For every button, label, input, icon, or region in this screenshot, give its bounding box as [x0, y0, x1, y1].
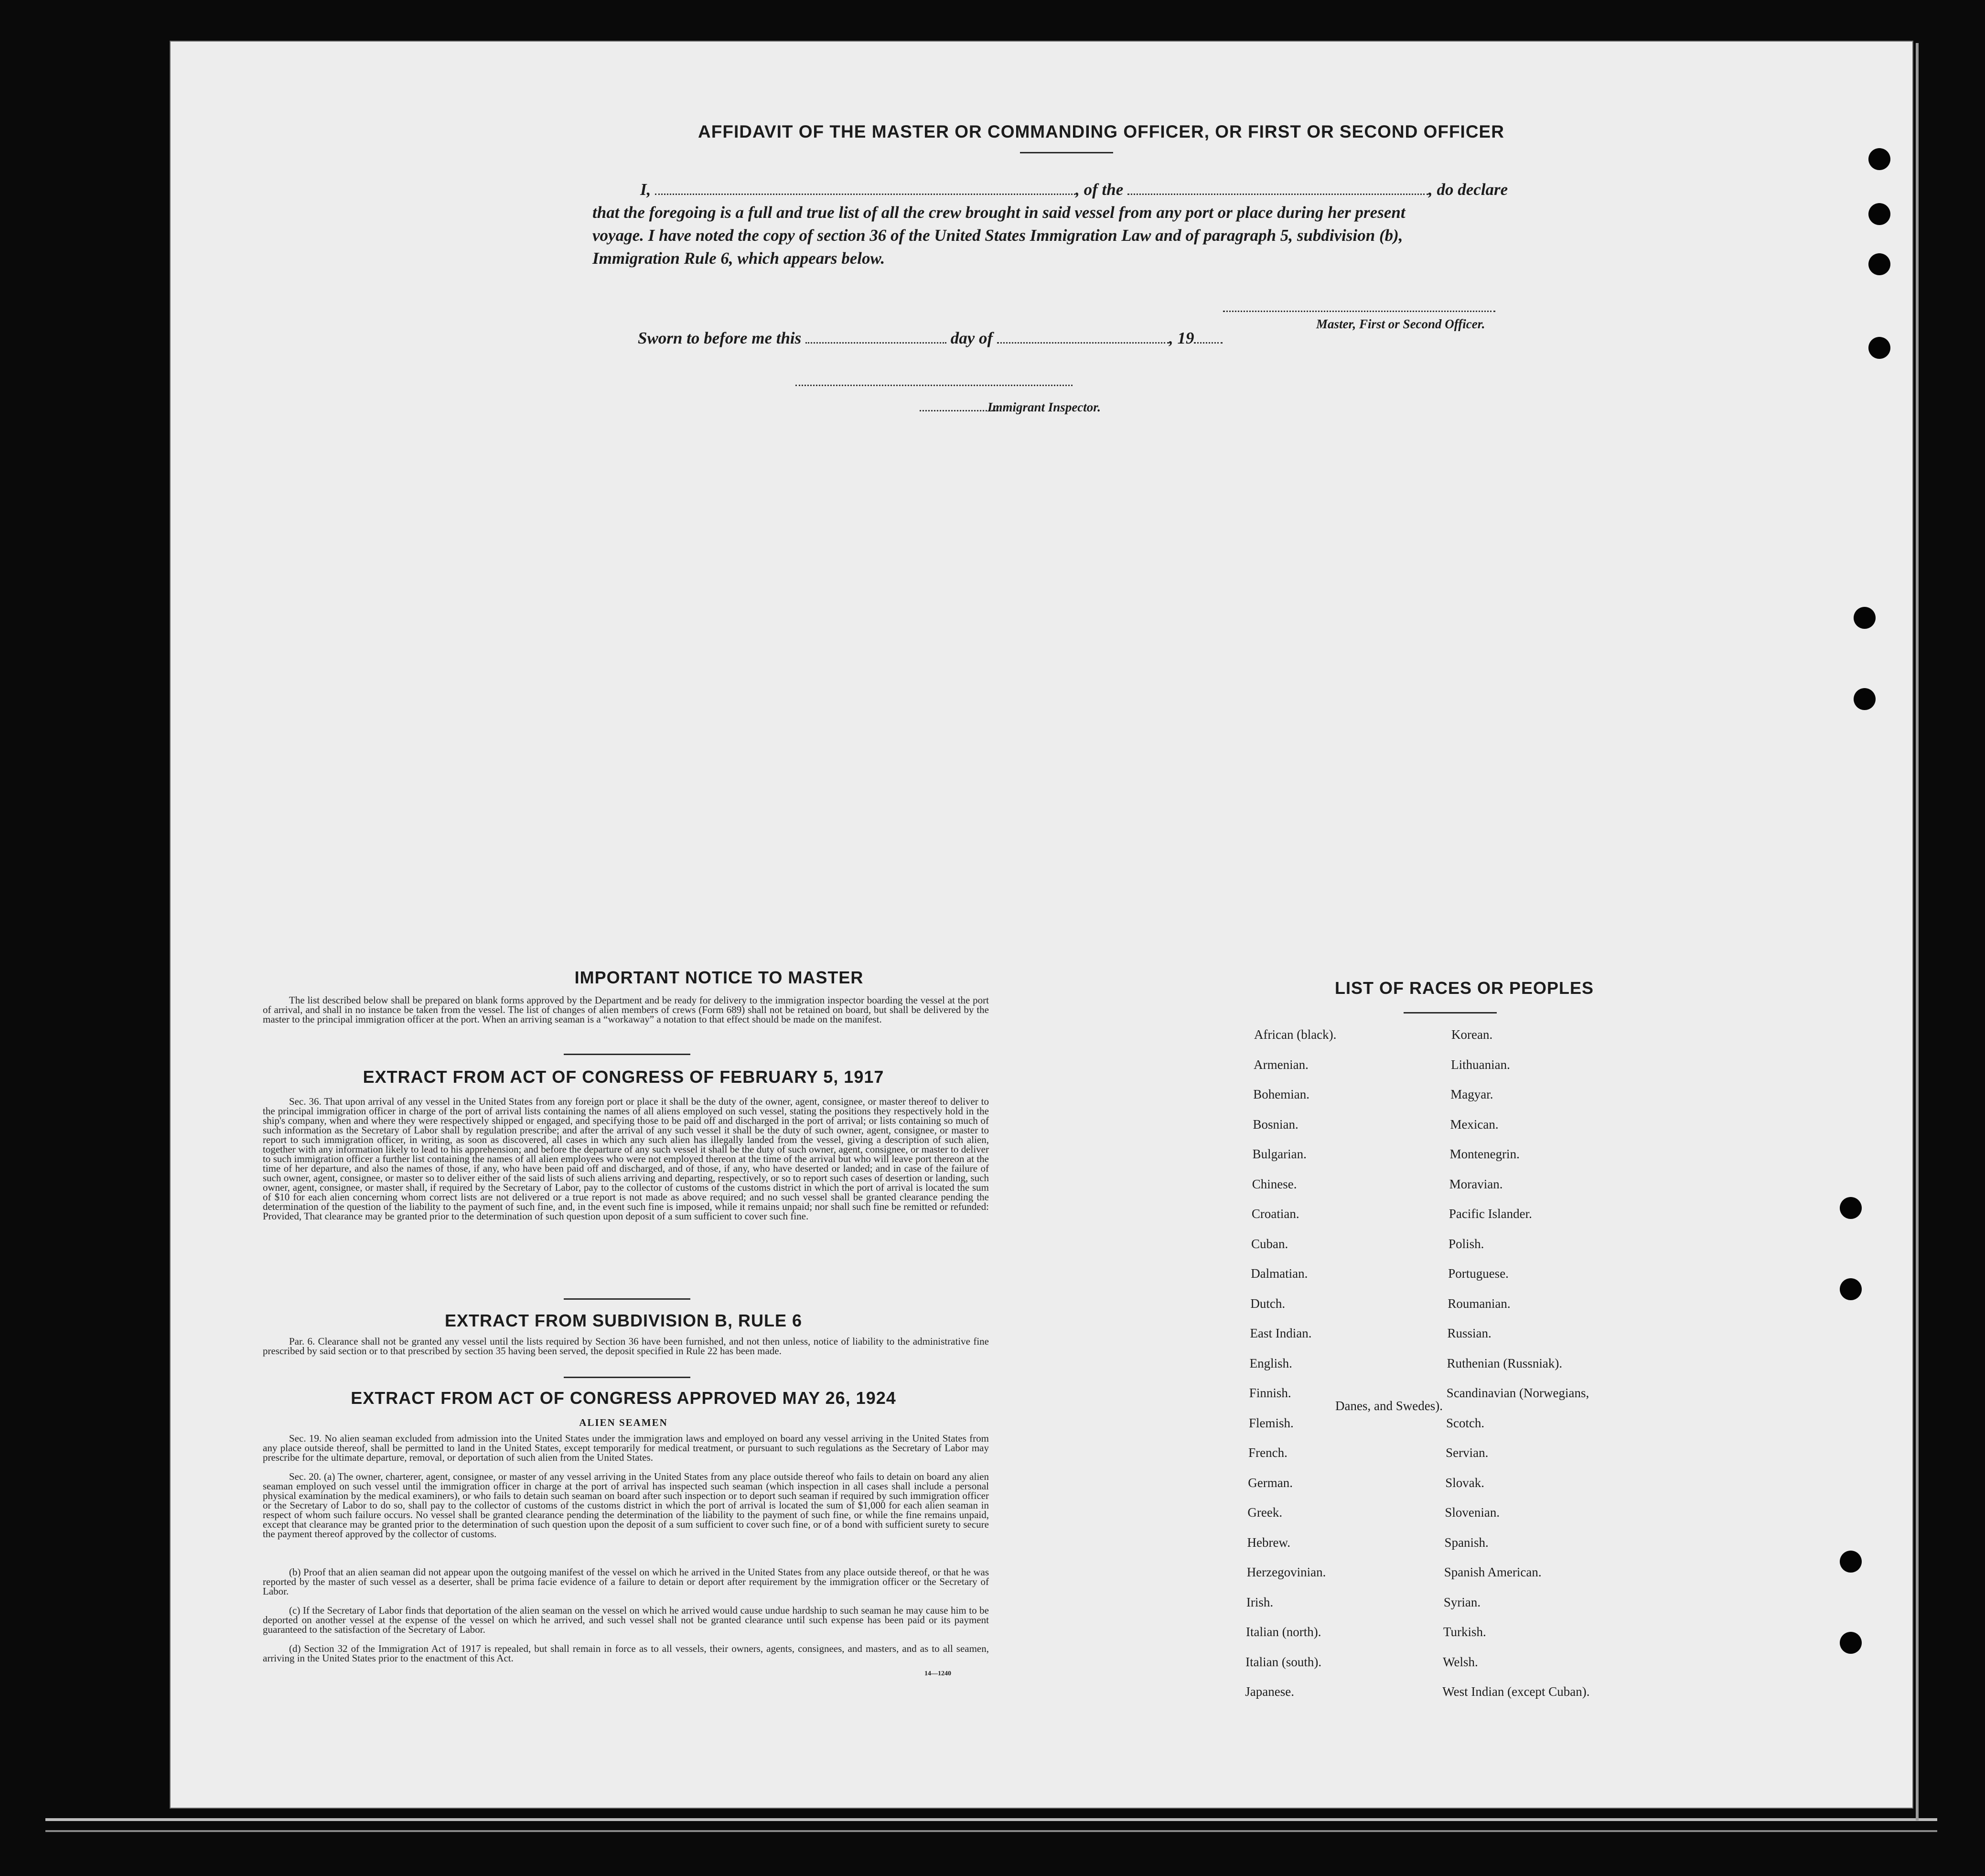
race-item-right: Spanish American.: [1444, 1565, 1542, 1579]
race-item-right: Ruthenian (Russniak).: [1447, 1356, 1563, 1370]
punch-hole: [1868, 337, 1890, 359]
race-item-right: Scandinavian (Norwegians,: [1446, 1386, 1589, 1400]
race-item-right: Syrian.: [1443, 1595, 1481, 1609]
races-title: LIST OF RACES OR PEOPLES: [1334, 978, 1594, 998]
sworn-year-field[interactable]: [1194, 342, 1223, 344]
extract-1924-sec20b: (b) Proof that an alien seaman did not appear upon the outgoing manifest of the vessel on which he arrived in the United States from any place outside thereof, or that he was reported by the master of such vessel as a deserter, shall be prima facie evidence of a failure to detain or deport after requirement by the immigration officer or the Secretary of Labor.: [263, 1566, 989, 1597]
master-caption: Master, First or Second Officer.: [1316, 317, 1485, 331]
race-item-right: Slovenian.: [1445, 1505, 1500, 1520]
vessel-name-field[interactable]: [1127, 194, 1428, 195]
punch-hole: [1854, 688, 1876, 710]
sworn-date-field[interactable]: [805, 342, 946, 344]
race-item-right: Lithuanian.: [1451, 1057, 1510, 1072]
race-item-left: Finnish.: [1249, 1386, 1291, 1400]
page-edge-line: [45, 1830, 1937, 1832]
section-rule: [564, 1377, 690, 1378]
race-item-left: Herzegovinian.: [1246, 1565, 1326, 1579]
inspector-caption: Immigrant Inspector.: [987, 400, 1101, 414]
punch-hole: [1868, 203, 1890, 225]
affidavit-line-4: Immigration Rule 6, which appears below.: [592, 249, 885, 268]
rule6-text: Par. 6. Clearance shall not be granted any vessel until the lists required by Section 36 have been furnished, and not then unless, notice of liability to the administrative fine prescribed by said section or to that prescribed by section 35 having been served, the deposit specified in Rule 22 has been made.: [263, 1336, 989, 1357]
punch-hole: [1868, 253, 1890, 275]
affidavit-i: I,: [640, 180, 651, 199]
race-item-right: Moravian.: [1449, 1176, 1503, 1191]
extract-1924-subtitle: ALIEN SEAMEN: [579, 1417, 668, 1428]
master-signature-line[interactable]: [1223, 311, 1495, 312]
race-item-left: German.: [1248, 1475, 1293, 1490]
race-item-left: English.: [1249, 1356, 1292, 1370]
extract-1924-sec20a: Sec. 20. (a) The owner, charterer, agent, consignee, or master of any vessel arriving in the United States from any place outside thereof who fails to detain on board any alien seaman employed on such vessel until the immigration officer in charge at the port of arrival has inspected such seaman (which inspection in all cases shall include a personal physical examination by the medical examiners), or who fails to detain such seaman on board after such inspection or to deport such seaman if required by such immigration officer or the Secretary of Labor to do so, shall pay to the collector of customs of the customs district in which the port of arrival is located the sum of $1,000 for each alien seaman in respect of whom such failure occurs. No vessel shall be granted clearance pending the determination of the liability to the payment of such fine, or while the fine remains unpaid, except that clearance may be granted prior to the determination of such question upon the deposit of a sum sufficient to cover such fine, or of a bond with sufficient surety to secure the payment thereof approved by the collector of customs.: [263, 1471, 989, 1540]
race-item-continuation: Danes, and Swedes).: [1335, 1399, 1443, 1413]
extract-1924-sec20d: (d) Section 32 of the Immigration Act of 1917 is repealed, but shall remain in force as to all vessels, their owners, agents, consignees, and masters, and as to all seamen, arriving in the United States prior to the enactment of this Act.: [263, 1643, 989, 1664]
affidavit-declare: , do declare: [1428, 180, 1508, 199]
race-item-left: Chinese.: [1252, 1176, 1297, 1191]
punch-hole: [1840, 1278, 1862, 1300]
affidavit-line-1: [640, 180, 1710, 199]
punch-hole: [1840, 1632, 1862, 1654]
sworn-year-prefix: , 19: [1169, 329, 1194, 347]
race-item-left: African (black).: [1254, 1027, 1337, 1042]
affidavit-line-3: voyage. I have noted the copy of section 36 of the United States Immigration Law and of paragraph 5, subdivision (b),: [592, 226, 1403, 245]
master-name-field[interactable]: [655, 194, 1075, 195]
affidavit-of-the: , of the: [1075, 180, 1124, 199]
race-item-right: Slovak.: [1445, 1475, 1485, 1490]
race-item-right: Polish.: [1449, 1236, 1484, 1251]
inspector-caption-leader: [920, 410, 998, 411]
sworn-prefix: Sworn to before me this: [638, 329, 802, 347]
race-item-right: Pacific Islander.: [1449, 1207, 1532, 1221]
race-item-left: Dalmatian.: [1251, 1266, 1308, 1281]
section-rule: [564, 1298, 690, 1300]
race-item-right: Turkish.: [1443, 1625, 1486, 1639]
extract-1917-text: Sec. 36. That upon arrival of any vessel in the United States from any foreign port or place it shall be the duty of the owner, agent, consignee, or master thereof to deliver to the principal immigration officer in charge of the port of arrival lists containing the names of all aliens employed on such vessel, stating the positions they respectively hold in the ship's company, when and where they were respectively shipped or engaged, and specifying those to be paid off and discharged in the port of arrival; or lists containing so much of such information as the Secretary of Labor shall by regulation prescribe; and after the arrival of any such vessel it shall be the duty of such owner, agent, consignee, or master to report to such immigration officer, in writing, as soon as discovered, all cases in which any such alien has illegally landed from the vessel, giving a description of such alien, together with any information likely to lead to his apprehension; and before the departure of any such vessel it shall be the duty of such owner, agent, consignee, or master to deliver to such immigration officer a further list containing the names of all alien employees who were not employed thereon at the time of the arrival but who will leave port thereon at the time of her departure, and also the names of those, if any, who have been paid off and discharged, and of those, if any, who have deserted or landed; and in case of the failure of such owner, agent, consignee, or master so to deliver either of the said lists of such aliens arriving and departing, respectively, or so to report such cases of desertion or landing, such owner, agent, consignee, or master shall, if required by the Secretary of Labor, pay to the collector of customs of the customs district in which the port of arrival is located the sum of $10 for each alien concerning whom correct lists are not delivered or a true report is not made as above required; and no such vessel shall be granted clearance pending the determination of the question of the liability to the payment of such fine, and, in the event such fine is imposed, while it remains unpaid; nor shall such fine be remitted or refunded: Provided, That clearance may be granted prior to the determination of such question upon deposit of a sum sufficient to cover such fine.: [263, 1096, 989, 1222]
extract-1917-title: EXTRACT FROM ACT OF CONGRESS OF FEBRUARY 5, 1917: [363, 1067, 884, 1087]
race-item-left: Hebrew.: [1247, 1535, 1290, 1550]
race-item-right: West Indian (except Cuban).: [1442, 1684, 1590, 1699]
affidavit-line-2: that the foregoing is a full and true list of all the crew brought in said vessel from any port or place during her present: [592, 203, 1406, 222]
race-item-left: Bohemian.: [1253, 1087, 1310, 1101]
affidavit-title: AFFIDAVIT OF THE MASTER OR COMMANDING OFFICER, OR FIRST OR SECOND OFFICER: [698, 122, 1504, 141]
punch-hole: [1854, 607, 1876, 629]
page-edge-line: [45, 1818, 1937, 1821]
sworn-day-of: day of: [950, 329, 993, 347]
punch-hole: [1840, 1197, 1862, 1219]
race-item-left: Bulgarian.: [1252, 1147, 1307, 1161]
race-item-left: Greek.: [1247, 1505, 1283, 1520]
race-item-left: East Indian.: [1250, 1326, 1312, 1340]
sworn-line: [638, 329, 1450, 348]
race-item-right: Servian.: [1446, 1445, 1489, 1460]
race-item-left: Flemish.: [1248, 1415, 1294, 1430]
race-item-right: Montenegrin.: [1449, 1147, 1520, 1161]
race-item-left: Bosnian.: [1253, 1117, 1298, 1132]
race-item-left: Croatian.: [1251, 1207, 1299, 1221]
rule6-title: EXTRACT FROM SUBDIVISION B, RULE 6: [444, 1311, 803, 1330]
notice-text: The list described below shall be prepared on blank forms approved by the Department and be ready for delivery to the immigration inspector boarding the vessel at the port of arrival, and shall in no instance be taken from the vessel. The list of changes of alien members of crews (Form 689) shall not be retained on board, but shall be delivered by the master to the principal immigration officer at the port. When an arriving seaman is a “workaway” a notation to that effect should be made on the manifest.: [263, 994, 989, 1025]
race-item-right: Portuguese.: [1448, 1266, 1509, 1281]
document-page: [170, 41, 1913, 1809]
notice-title: IMPORTANT NOTICE TO MASTER: [574, 968, 864, 987]
form-number: 14—1240: [924, 1670, 951, 1677]
race-item-left: Irish.: [1246, 1595, 1274, 1609]
races-title-rule: [1404, 1012, 1497, 1013]
extract-1924-sec20c: (c) If the Secretary of Labor finds that deportation of the alien seaman on the vessel on which he arrived would cause undue hardship to such seaman he may cause him to be deported on another vessel at the expense of the vessel on which he arrived, and such vessel shall not be granted clearance until such expense has been paid or its payment guaranteed to the satisfaction of the Secretary of Labor.: [263, 1605, 989, 1635]
inspector-signature-line[interactable]: [795, 385, 1073, 386]
section-rule: [564, 1054, 690, 1055]
race-item-left: Armenian.: [1254, 1057, 1309, 1072]
extract-1924-title: EXTRACT FROM ACT OF CONGRESS APPROVED MAY 26, 1924: [351, 1388, 896, 1408]
extract-1924-sec19: Sec. 19. No alien seaman excluded from admission into the United States under the immigration laws and employed on board any vessel arriving in the United States from any place outside thereof, shall be permitted to land in the United States, except temporarily for medical treatment, or pursuant to such regulations as the Secretary of Labor may prescribe for the ultimate departure, removal, or deportation of such alien from the United States.: [263, 1433, 989, 1463]
race-item-right: Welsh.: [1443, 1654, 1478, 1669]
race-item-right: Roumanian.: [1448, 1296, 1511, 1311]
race-item-left: French.: [1248, 1445, 1288, 1460]
title-rule: [1020, 152, 1113, 153]
race-item-right: Russian.: [1447, 1326, 1491, 1340]
punch-hole: [1840, 1551, 1862, 1573]
race-item-left: Dutch.: [1250, 1296, 1286, 1311]
race-item-right: Magyar.: [1450, 1087, 1493, 1101]
race-item-right: Scotch.: [1446, 1415, 1485, 1430]
race-item-right: Korean.: [1451, 1027, 1493, 1042]
race-item-left: Cuban.: [1251, 1236, 1288, 1251]
page-edge-line: [1916, 43, 1919, 1821]
sworn-month-field[interactable]: [997, 342, 1169, 344]
race-item-left: Japanese.: [1245, 1684, 1294, 1699]
race-item-right: Mexican.: [1450, 1117, 1499, 1132]
race-item-left: Italian (south).: [1245, 1654, 1322, 1669]
punch-hole: [1868, 148, 1890, 170]
race-item-left: Italian (north).: [1246, 1625, 1321, 1639]
race-item-right: Spanish.: [1444, 1535, 1489, 1550]
